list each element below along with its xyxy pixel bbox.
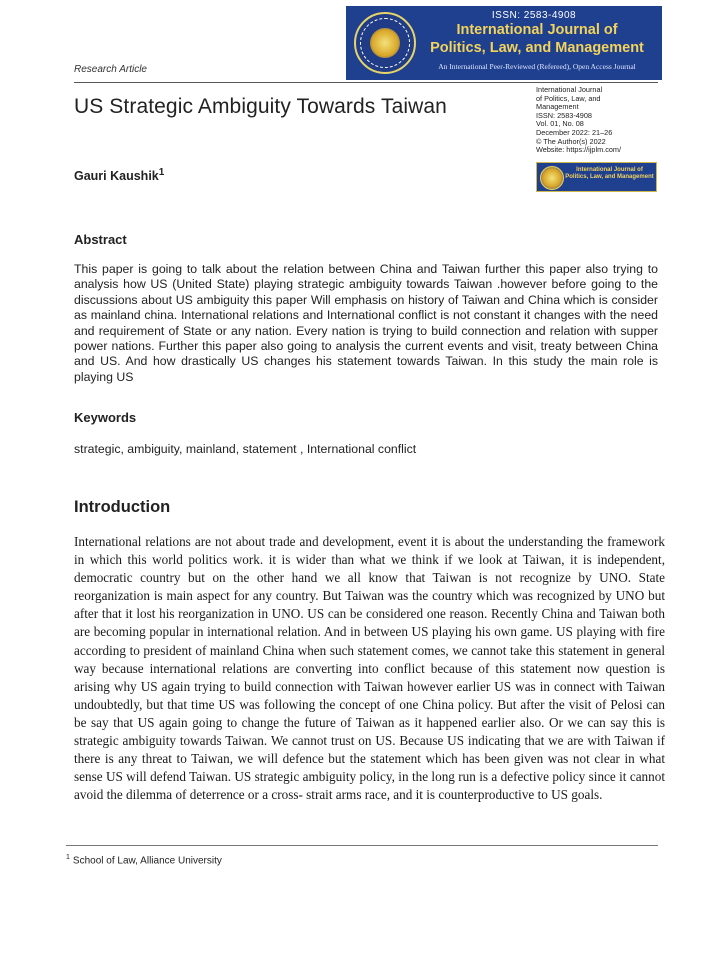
footnote [66,854,222,866]
journal-info-line: December 2022: 21–26 [536,127,613,137]
journal-info-line: International Journal [536,85,603,94]
author-affiliation-mark: 1 [158,167,165,178]
paper-title: US Strategic Ambiguity Towards Taiwan [74,95,447,118]
introduction-text: International relations are not about trade and development, event it is about the understanding the framework in which this world politics work. it is wider than what we think if we look at Taiwan, it is independent, democratic country but on the other hand we all know that Taiwan is not recognize by UNO. State reorganization is main aspect for any country. But Taiwan was the country which was recognized by UNO but after that it lost his reorganization in UNO. US can be considered one reason. Recently China and Taiwan both are becoming popular in international relation. And in between US playing his own game. US playing with fire according to president of mainland China when such statement comes, we cannot take this statement in general way because international relations are converting into conflict because of this statement now question is arising why US again trying to build connection with Taiwan however earlier US was in connect with Taiwan undoubtedly, but that time US was following the concept of one China policy. But after the visit of Pelosi can be say that US again going to change the future of Taiwan as it happened earlier also. Or we can say this is strategic ambiguity towards Taiwan. We cannot trust on US. Because US indicating that we are with Taiwan if there is any threat to Taiwan, we will defence but the statement which has been given was not clear in what sense US will defend Taiwan. US strategic ambiguity policy, in the long run is a defective policy since it cannot avoid the dilemma of deterrence or a cross- strait arms race, and it is counterproductive to US goals. [74,534,665,803]
journal-info-line: © The Author(s) 2022 [536,136,606,146]
footnote-text: School of Law, Alliance University [72,855,222,867]
banner-journal-title-line1: International Journal of [456,22,618,38]
banner-journal-title-line2: Politics, Law, and Management [430,40,644,56]
abstract-heading: Abstract [74,232,127,247]
journal-info-line: of Politics, Law, and [536,93,601,103]
mini-seal-icon [540,166,564,190]
journal-banner [346,6,662,80]
journal-info-line: Vol. 01, No. 08 [536,119,584,129]
footnote-mark: 1 [66,854,70,861]
journal-mini-logo [536,162,657,192]
author-name: Gauri Kaushik [74,169,159,184]
keywords-text: strategic, ambiguity, mainland, statement , International conflict [74,442,417,456]
article-type-label: Research Article [74,64,147,75]
keywords-heading: Keywords [74,410,137,425]
journal-seal-logo [354,12,416,74]
journal-info-line: ISSN: 2583-4908 [536,110,592,120]
banner-tagline: An International Peer-Reviewed (Refereed), Open Access Journal [438,62,636,71]
journal-info-box [536,86,660,155]
introduction-heading: Introduction [74,498,171,516]
journal-info-line: Management [536,102,579,112]
mini-banner-title: International Journal of Politics, Law, and Management [565,167,654,180]
abstract-text: This paper is going to talk about the relation between China and Taiwan further this paper also trying to analysis how US (United State) playing strategic ambiguity towards Taiwan .however before going to the discussions about US ambiguity this paper Will emphasis on history of Taiwan and China which is consider as mainland china. International relations and International conflict is not constant it changes with the need and requirement of State or any nation. Every nation is trying to build connection and relation with supper power nations. Further this paper also going to analysis the current events and visit, treaty between China and US. And how drastically US changes his statement towards Taiwan. In this study the main role is playing US [74,262,658,384]
header-divider [74,82,658,83]
banner-issn: ISSN: 2583-4908 [491,10,577,21]
author-line [74,167,164,183]
footnote-divider [66,845,658,846]
journal-website-link[interactable]: Website: https://ijplm.com/ [536,145,622,155]
